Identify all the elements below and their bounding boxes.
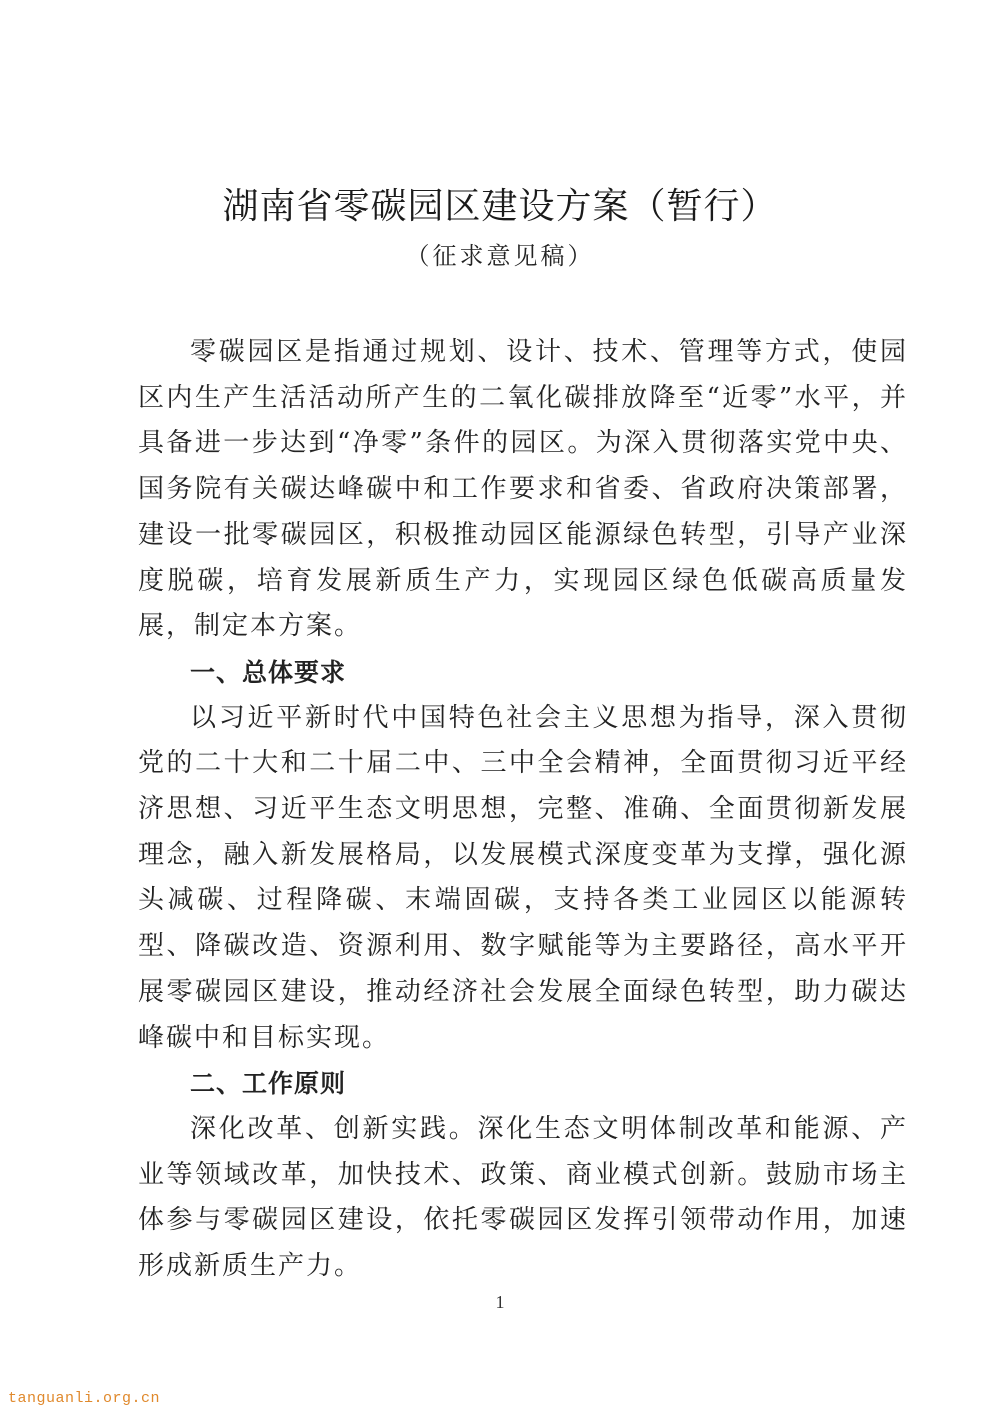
general-requirements-paragraph: 以习近平新时代中国特色社会主义思想为指导，深入贯彻党的二十大和二十届二中、三中全会精神，全面贯彻习近平经济思想、习近平生态文明思想，完整、准确、全面贯彻新发展理念，融入新发展格局，以发展模式深度变革为支撑，强化源头减碳、过程降碳、末端固碳，支持各类工业园区以能源转型、降碳改造、资源利用、数字赋能等为主要路径，高水平开展零碳园区建设，推动经济社会发展全面绿色转型，助力碳达峰碳中和目标实现。 — [138, 702, 908, 1053]
section-heading-work-principles: 二、工作原则 — [190, 1069, 347, 1099]
document-title: 湖南省零碳园区建设方案（暂行） — [222, 186, 778, 227]
work-principles-paragraph: 深化改革、创新实践。深化生态文明体制改革和能源、产业等领域改革，加快技术、政策、商业模式创新。鼓励市场主体参与零碳园区建设，依托零碳园区发挥引领带动作用，加速形成新质生产力。 — [138, 1113, 908, 1282]
section-heading-general-requirements: 一、总体要求 — [190, 657, 347, 687]
document-subtitle: （征求意见稿） — [405, 242, 595, 270]
watermark-text: tanguanli.org.cn — [8, 1390, 161, 1407]
page-number: 1 — [495, 1292, 505, 1312]
document-body — [138, 330, 908, 1290]
intro-paragraph: 零碳园区是指通过规划、设计、技术、管理等方式，使园区内生产生活活动所产生的二氧化碳排放降至“近零”水平，并具备进一步达到“净零”条件的园区。为深入贯彻落实党中央、国务院有关碳达峰碳中和工作要求和省委、省政府决策部署，建设一批零碳园区，积极推动园区能源绿色转型，引导产业深度脱碳，培育发展新质生产力，实现园区绿色低碳高质量发展，制定本方案。 — [138, 337, 908, 642]
